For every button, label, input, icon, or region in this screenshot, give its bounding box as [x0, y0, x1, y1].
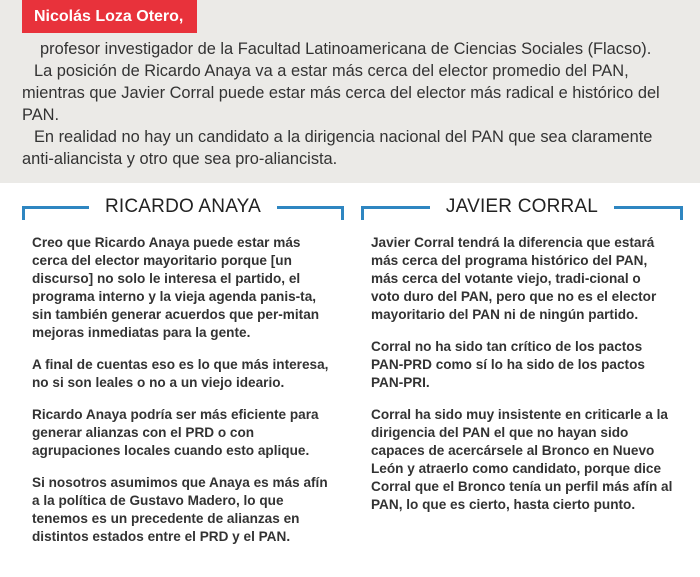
column-body	[32, 234, 334, 560]
author-name-tag: Nicolás Loza Otero,	[22, 0, 197, 33]
paragraph: Si nosotros asumimos que Anaya es más afín a la política de Gustavo Madero, lo que tenemos es un precedente de alianzas en distintos estados entre el PRD y el PAN.	[32, 475, 328, 544]
paragraph: Creo que Ricardo Anaya puede estar más cerca del elector mayoritario porque [un discurso] no solo le interesa el partido, el programa interno y la vieja agenda panis-ta, sin también generar acuerdos que per-mitan mejoras inmediatas para la gente.	[32, 235, 320, 340]
column-title: RICARDO ANAYA	[89, 196, 277, 218]
intro-text	[22, 38, 682, 170]
column-title: JAVIER CORRAL	[430, 196, 614, 218]
intro-affiliation: profesor investigador de la Facultad Latinoamericana de Ciencias Sociales (Flacso).	[40, 40, 652, 58]
paragraph: Ricardo Anaya podría ser más eficiente para generar alianzas con el PRD o con agrupaciones locales cuando esto aplique.	[32, 407, 319, 458]
column-heading	[361, 196, 683, 220]
column-body	[371, 234, 673, 528]
column-heading	[22, 196, 344, 220]
paragraph: Corral ha sido muy insistente en criticarle a la dirigencia del PAN el que no hayan sido capaces de acercársele al Bronco en Nuevo León y atraerlo como candidato, porque dice Corral que el Bronco tenía un perfil más afín al PAN, lo que es cierto, hasta cierto punto.	[371, 407, 673, 512]
intro-paragraph: En realidad no hay un candidato a la dirigencia nacional del PAN que sea claramente anti-aliancista y otro que sea pro-aliancista.	[22, 128, 653, 168]
intro-paragraph: La posición de Ricardo Anaya va a estar más cerca del elector promedio del PAN, mientras que Javier Corral puede estar más cerca del elector más radical e histórico del PAN.	[22, 62, 660, 124]
paragraph: A final de cuentas eso es lo que más interesa, no si son leales o no a un viejo ideario.	[32, 357, 329, 390]
paragraph: Corral no ha sido tan crítico de los pactos PAN-PRD como sí lo ha sido de los pactos PAN-PRI.	[371, 339, 645, 390]
paragraph: Javier Corral tendrá la diferencia que estará más cerca del programa histórico del PAN, más cerca del votante viejo, tradi-cional o voto duro del PAN, pero que no es el elector mayoritario del PAN ni de ningún partido.	[371, 235, 657, 322]
